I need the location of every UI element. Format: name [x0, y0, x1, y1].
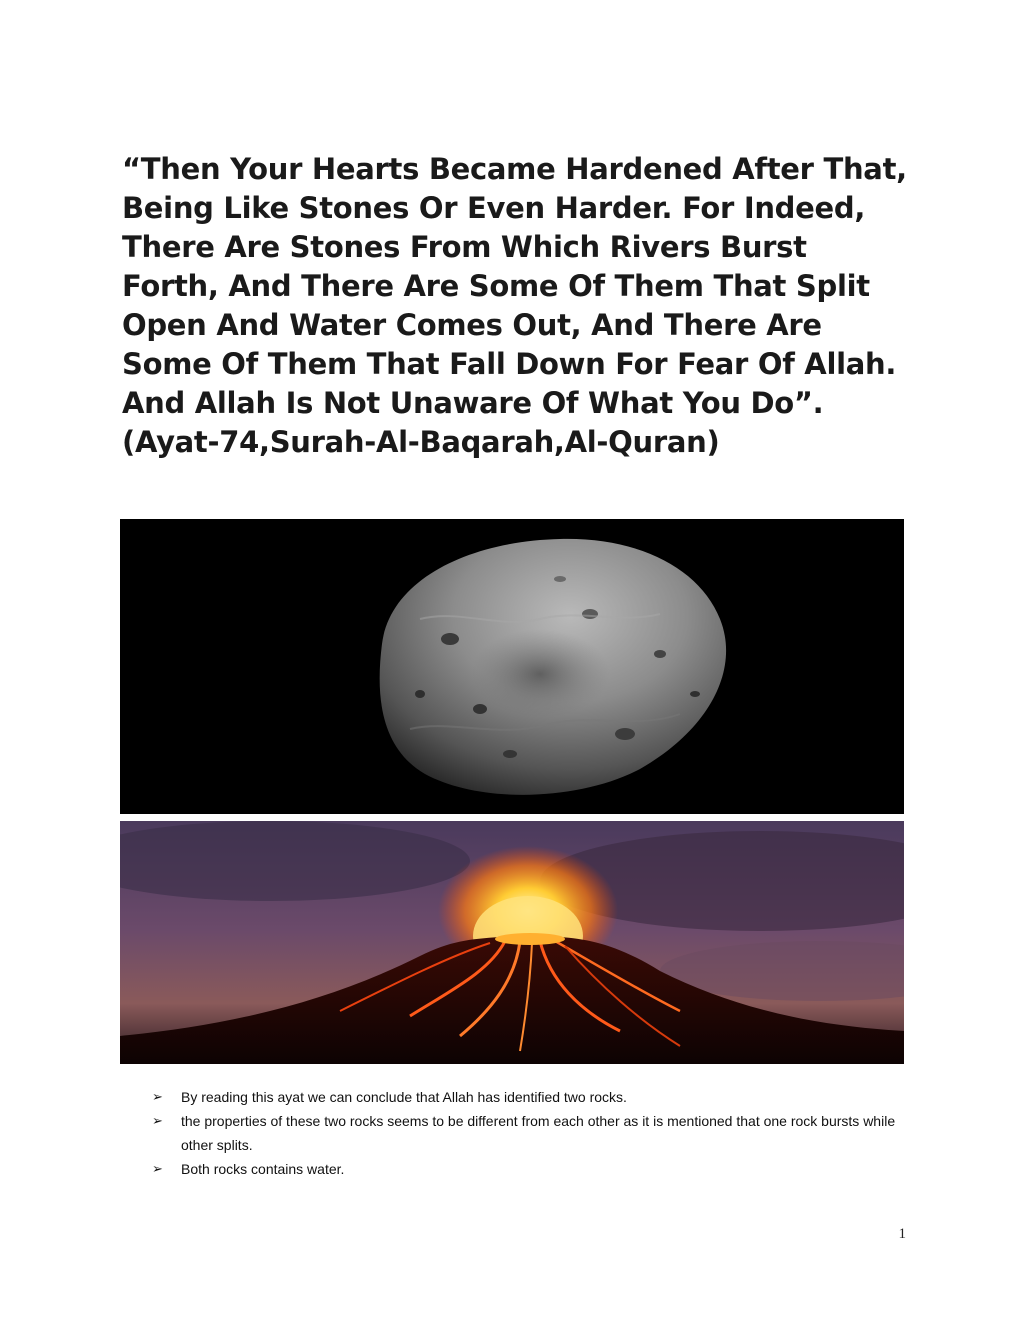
list-item-text: the properties of these two rocks seems to be different from each other as it is mentioned that one rock bursts while other splits. [181, 1113, 896, 1153]
list-item [150, 1109, 910, 1157]
asteroid-image [120, 519, 904, 814]
volcano-eruption-image [120, 821, 904, 1064]
observation-list [150, 1085, 910, 1181]
arrow-bullet-icon: ➢ [152, 1161, 163, 1176]
list-item-text: By reading this ayat we can conclude that Allah has identified two rocks. [181, 1089, 627, 1105]
list-item [150, 1157, 910, 1181]
arrow-bullet-icon: ➢ [152, 1089, 163, 1104]
list-item-text: Both rocks contains water. [181, 1161, 345, 1177]
arrow-bullet-icon: ➢ [152, 1113, 163, 1128]
ayat-quote-heading: “Then Your Hearts Became Hardened After That, Being Like Stones Or Even Harder. For Indeed, There Are Stones From Which Rivers Burst Forth, And There Are Some Of Them That Split Open And Water Comes Out, And There Are Some Of Them That Fall Down For Fear Of Allah. And Allah Is Not Unaware Of What You Do”.(Ayat-74,Surah-Al-Baqarah,Al-Quran) [122, 152, 907, 459]
list-item [150, 1085, 910, 1109]
page-number: 1 [898, 1226, 906, 1242]
